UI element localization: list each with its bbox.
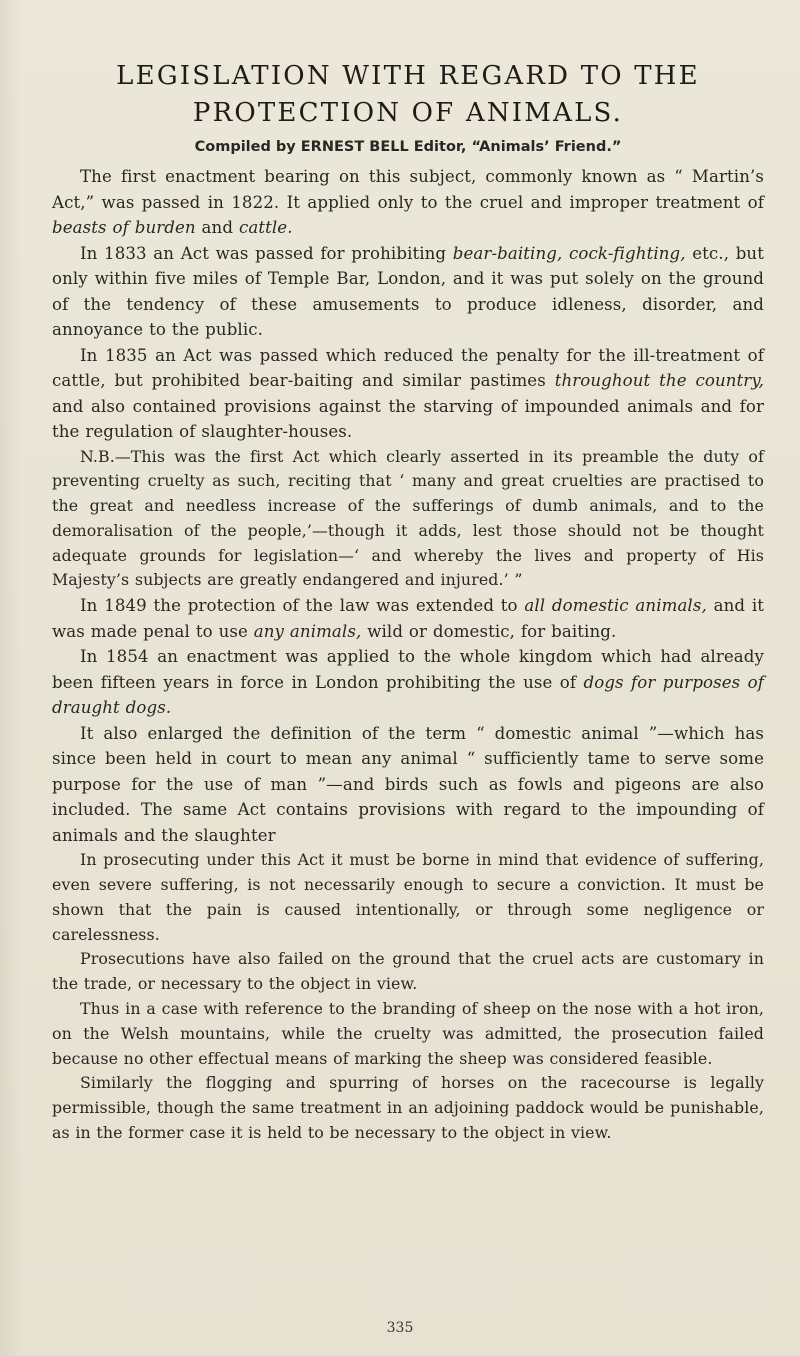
article-title (52, 58, 764, 132)
paragraph (52, 947, 764, 997)
text-run: wild or domestic, for baiting. (361, 621, 617, 641)
text-run: Prosecutions have also failed on the ground that the cruel acts are customary in the trade, or necessary to the object in view. (52, 949, 764, 994)
text-run: The first enactment bearing on this subject, commonly known as “ Martin’s Act,” was passed in 1822. It applied only to the cruel and improper treatment of (52, 167, 764, 212)
text-run: Similarly the flogging and spurring of horses on the racecourse is legally permissible, though the same treatment in an adjoining paddock would be punishable, as in the former case it is held to be necessary to the object in view. (52, 1073, 764, 1143)
page-number: 335 (386, 1320, 414, 1336)
text-run: and it was made penal to use (52, 596, 764, 641)
italic-phrase: all domestic animals, (524, 596, 707, 616)
paragraph (52, 721, 764, 849)
paragraph (52, 593, 764, 644)
text-run: It also enlarged the definition of the term “ domestic animal ”—which has since been held in court to mean any animal “ sufficiently tame to serve some purpose for the use of man ”—and birds such as fowls and pigeons are also included. The same Act contains provisions with regard to the impounding of animals and the slaughter (52, 723, 764, 845)
paragraph (52, 848, 764, 947)
title-line-2: PROTECTION OF ANIMALS. (192, 98, 624, 128)
text-run: In prosecuting under this Act it must be borne in mind that evidence of suffering, even severe suffering, is not necessarily enough to secure a conviction. It must be shown that the pain is caused intentionally, or through some negligence or carelessness. (52, 850, 764, 944)
paragraph (52, 1071, 764, 1145)
text-run: In 1854 an enactment was applied to the whole kingdom which had already been fifteen years in force in London prohibiting the use of (52, 647, 764, 692)
text-run: In 1833 an Act was passed for prohibiting (80, 243, 453, 263)
text-run: In 1835 an Act was passed which reduced the penalty for the ill-treatment of cattle, but prohibited bear-baiting and similar pastimes (52, 345, 764, 390)
text-run: N.B.—This was the first Act which clearly asserted in its preamble the duty of preventing cruelty as such, reciting that ‘ many and great cruelties are practised to the great and needless increase of the sufferings of dumb animals, and to the demoralisation of the people,’—though it adds, lest those should not be thought adequate grounds for legislation—‘ and whereby the lives and property of His Majesty’s subjects are greatly endangered and injured.’ ” (52, 446, 764, 590)
italic-phrase: beasts of burden (52, 218, 196, 237)
italic-phrase: any animals, (253, 621, 362, 641)
text-run: and (195, 218, 239, 237)
paragraph (52, 445, 764, 594)
italic-phrase: cattle. (238, 218, 293, 237)
paragraph (52, 997, 764, 1071)
paragraph (52, 343, 764, 445)
text-run: Thus in a case with reference to the branding of sheep on the nose with a hot iron, on the Welsh mountains, while the cruelty was admitted, the prosecution failed because no other effectual means of marking the sheep was considered feasible. (52, 999, 764, 1068)
page-content (52, 58, 764, 1146)
text-run: etc., but only within five miles of Temple Bar, London, and it was put solely on the ground of the tendency of these amusements to produce idleness, disorder, and annoyance to the public. (52, 243, 764, 339)
paragraph (52, 241, 764, 343)
article-body (52, 164, 764, 1146)
italic-phrase: throughout the country, (554, 371, 764, 390)
title-line-1: LEGISLATION WITH REGARD TO THE (116, 61, 700, 91)
byline: Compiled by ERNEST BELL Editor, “Animals’ Friend.” (194, 139, 622, 155)
paragraph (52, 164, 764, 241)
italic-phrase: bear-baiting, cock-fighting, (452, 243, 686, 263)
italic-phrase: dogs for purposes of draught dogs. (52, 672, 764, 718)
text-run: and also contained provisions against the starving of impounded animals and for the regulation of slaughter-houses. (52, 396, 764, 441)
paragraph (52, 644, 764, 721)
text-run: In 1849 the protection of the law was extended to (80, 596, 525, 616)
